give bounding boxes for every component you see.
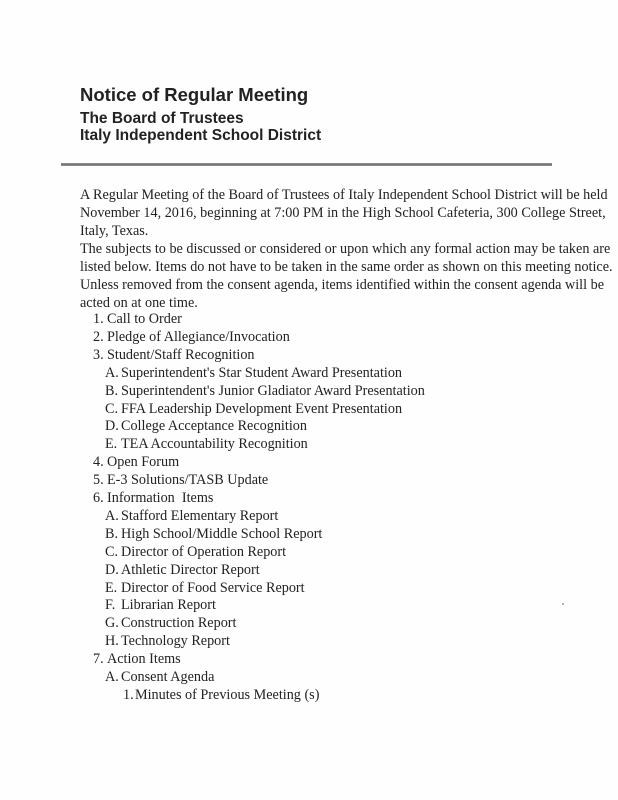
- agenda-item-marker: 5.: [93, 472, 104, 489]
- intro-line: Italy, Texas.: [80, 223, 149, 239]
- agenda-item-marker: A.: [105, 669, 119, 685]
- agenda-item-text: High School/Middle School Report: [121, 525, 323, 542]
- agenda-item-text: Student/Staff Recognition: [107, 346, 255, 363]
- agenda-item-marker: B.: [105, 525, 119, 542]
- agenda-item-text: Open Forum: [107, 454, 180, 471]
- agenda-item-text: Call to Order: [107, 311, 182, 327]
- agenda-item-marker: G.: [105, 615, 119, 632]
- agenda-item-text: E-3 Solutions/TASB Update: [107, 472, 269, 489]
- agenda-item-marker: E.: [105, 579, 118, 596]
- agenda-item-text: Consent Agenda: [121, 669, 215, 685]
- header-divider: [61, 163, 552, 166]
- agenda-item-marker: C.: [105, 400, 119, 417]
- subjects-line: acted on at one time.: [80, 295, 198, 311]
- agenda-item-text: College Acceptance Recognition: [121, 418, 307, 435]
- agenda-item-marker: 6.: [93, 490, 104, 506]
- district-name: Italy Independent School District: [80, 127, 322, 144]
- subjects-line: Unless removed from the consent agenda, items identified within the consent agenda will be: [80, 277, 605, 293]
- subjects-line: The subjects to be discussed or considered or upon which any formal action may be taken are: [80, 241, 611, 257]
- document-title: Notice of Regular Meeting: [80, 84, 309, 105]
- agenda-item-marker: A.: [105, 364, 119, 381]
- agenda-item-text: Information Items: [107, 490, 214, 506]
- agenda-item-marker: H.: [105, 633, 119, 650]
- agenda-item-marker: B.: [105, 382, 119, 399]
- agenda-item-marker: 1.: [123, 686, 134, 703]
- agenda-item-marker: D.: [105, 561, 119, 578]
- agenda-item-marker: A.: [105, 507, 119, 524]
- board-name: The Board of Trustees: [80, 110, 244, 127]
- agenda-item-text: Minutes of Previous Meeting (s): [135, 686, 320, 703]
- agenda-item-marker: 7.: [93, 651, 104, 668]
- agenda-item-text: Stafford Elementary Report: [121, 507, 279, 524]
- agenda-item-text: Action Items: [107, 651, 181, 668]
- scan-speck: [562, 603, 564, 605]
- agenda-item-text: Director of Operation Report: [121, 543, 287, 560]
- agenda-item-text: Construction Report: [121, 615, 237, 632]
- agenda-item-text: Superintendent's Junior Gladiator Award Presentation: [121, 382, 425, 399]
- subjects-paragraph: [80, 240, 613, 312]
- agenda-item-marker: 4.: [93, 454, 104, 471]
- agenda-item-marker: 3.: [93, 346, 104, 363]
- agenda-item-text: FFA Leadership Development Event Presentation: [121, 400, 403, 417]
- subjects-line: listed below. Items do not have to be taken in the same order as shown on this meeting notice.: [80, 259, 613, 275]
- intro-paragraph: [80, 186, 608, 240]
- agenda-item-text: TEA Accountability Recognition: [121, 436, 308, 453]
- agenda-item-text: Director of Food Service Report: [121, 579, 305, 596]
- agenda-item-text: Pledge of Allegiance/Invocation: [107, 328, 290, 345]
- agenda-item-marker: E.: [105, 436, 118, 453]
- agenda-item-text: Athletic Director Report: [121, 561, 260, 578]
- agenda-item-text: Librarian Report: [121, 597, 216, 614]
- agenda-item-marker: D.: [105, 418, 119, 435]
- agenda-item-text: Superintendent's Star Student Award Presentation: [121, 364, 403, 381]
- agenda-item-marker: 1.: [93, 311, 104, 327]
- agenda-item-marker: 2.: [93, 328, 104, 345]
- intro-line: November 14, 2016, beginning at 7:00 PM in the High School Cafeteria, 300 College Street,: [80, 205, 606, 221]
- agenda-item-marker: F.: [105, 597, 116, 614]
- agenda-item-marker: C.: [105, 543, 119, 560]
- intro-line: A Regular Meeting of the Board of Trustees of Italy Independent School District will be held: [80, 187, 608, 203]
- agenda-item-text: Technology Report: [121, 633, 230, 650]
